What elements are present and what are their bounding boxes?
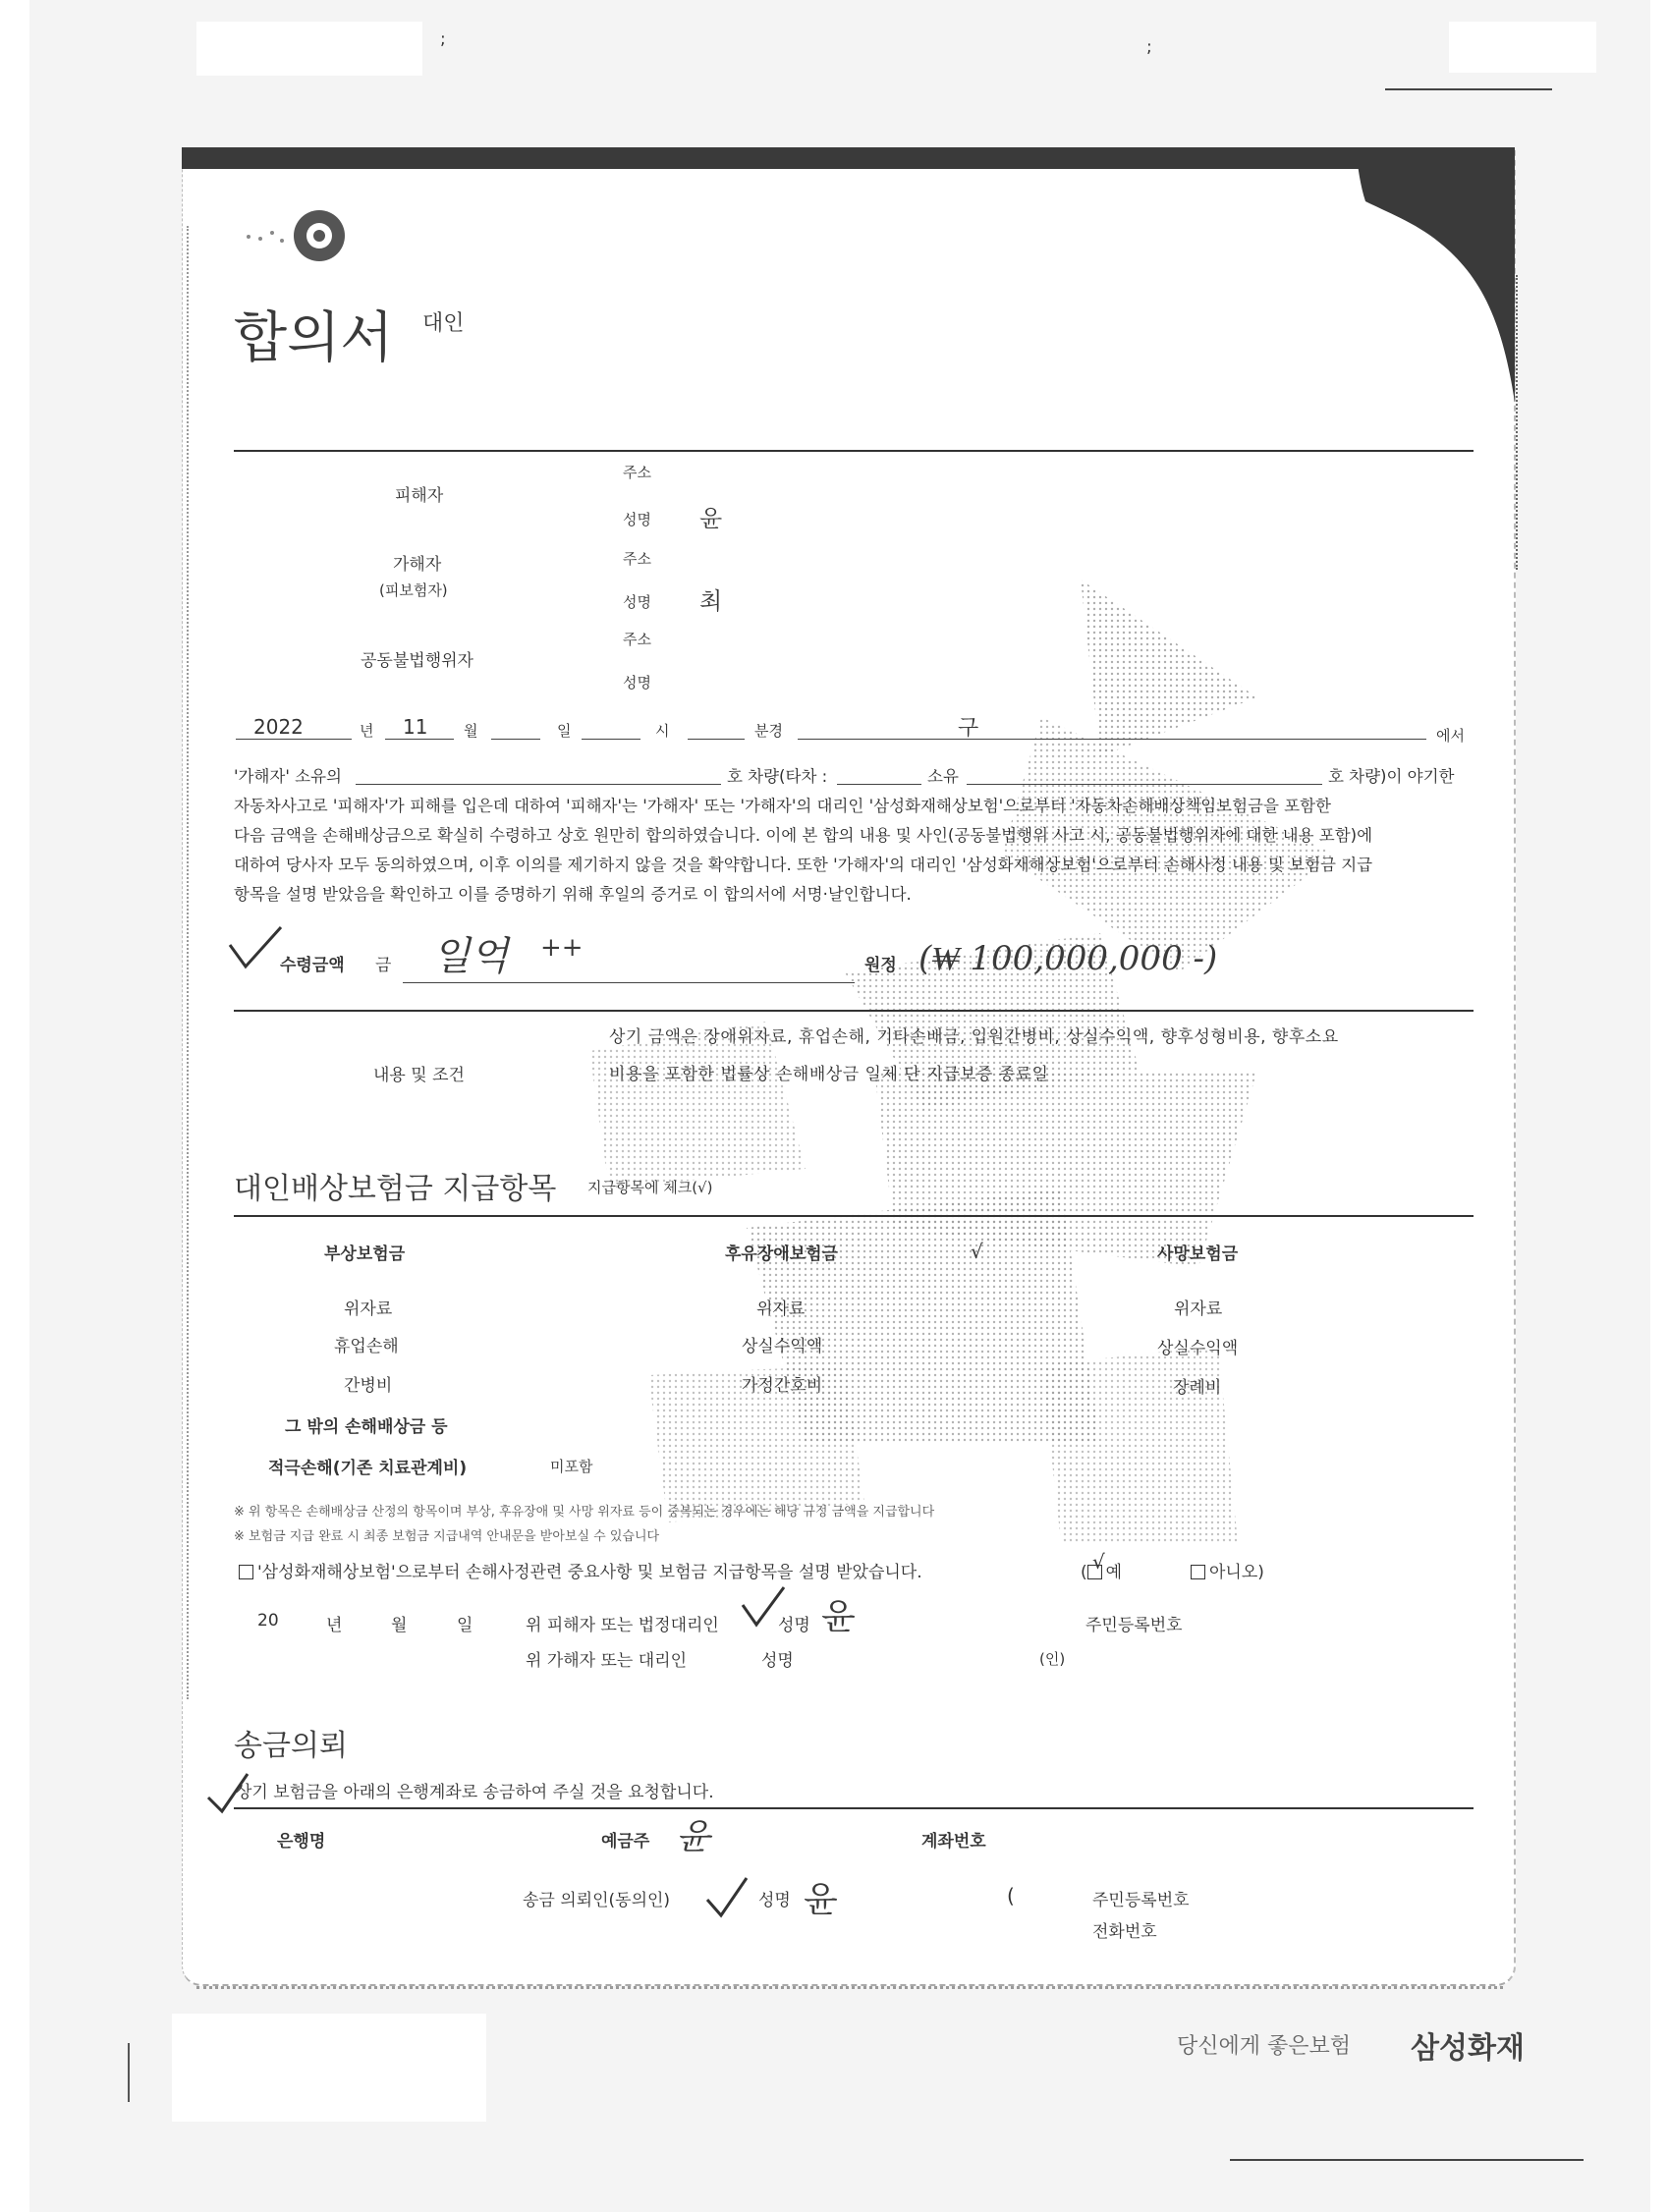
sign-year-unit: 년: [326, 1616, 343, 1635]
watermark-pattern: [550, 560, 1434, 1631]
death-item: 장례비: [1173, 1378, 1222, 1398]
redacted-block: [196, 22, 422, 76]
consent-yes-mark: √: [1092, 1550, 1105, 1574]
document-title: 합의서: [234, 306, 394, 370]
redacted-block: [1449, 22, 1596, 73]
joint-name-label: 성명: [623, 674, 651, 691]
side-scan-marks: [187, 226, 193, 1699]
joint-offender-label: 공동불법행위자: [361, 651, 473, 671]
requester-signature: 윤: [804, 1880, 838, 1920]
injury-item: 휴업손해: [334, 1337, 399, 1356]
death-item: 위자료: [1174, 1300, 1223, 1319]
redacted-block: [172, 2014, 486, 2122]
consent-yes-label: 예: [1105, 1563, 1123, 1582]
section-rule: [234, 1215, 1474, 1217]
requester-label: 송금 의뢰인(동의인): [523, 1891, 671, 1910]
amount-prefix: 금: [375, 956, 392, 975]
vehicle-caused-label: 호 차량)이 야기한: [1328, 767, 1455, 786]
other-owner-underline: [967, 784, 1322, 785]
side-scan-marks: [1516, 275, 1524, 570]
check-mark-icon: [703, 1872, 752, 1921]
amount-suffix: 원정: [864, 956, 897, 975]
offender-label: 가해자: [393, 555, 442, 575]
injury-item: 위자료: [344, 1300, 393, 1319]
holder-label: 예금주: [601, 1832, 650, 1852]
year-underline: [236, 739, 352, 740]
note-line: ※ 보험금 지급 완료 시 최종 보험금 지급내역 안내문을 받아보실 수 있습니다: [234, 1529, 660, 1544]
conditions-line: 상기 금액은 장애위자료, 휴업손해, 기타손배금, 입원간병비, 상실수익액, 향후성형비용, 향후소요: [609, 1027, 1339, 1047]
sign-victim-signature: 윤: [821, 1597, 856, 1637]
consent-paren: (: [1081, 1563, 1087, 1582]
amount-handwritten-korean: 일억: [432, 934, 509, 979]
holder-signature: 윤: [676, 1817, 710, 1857]
remittance-heading: 송금의뢰: [234, 1729, 348, 1763]
disability-item: 상실수익액: [742, 1337, 823, 1356]
sign-day-unit: 일: [457, 1616, 473, 1635]
injury-item: 적극손해(기존 치료관계비): [268, 1459, 468, 1478]
day-underline: [491, 739, 540, 740]
requester-rrn-label: 주민등록번호: [1092, 1891, 1190, 1910]
payment-items-note: 지급항목에 체크(√): [587, 1179, 713, 1196]
conditions-label: 내용 및 조건: [373, 1066, 465, 1085]
payment-items-heading: 대인배상보험금 지급항목: [234, 1172, 557, 1206]
document-title-superscript: 대인: [422, 311, 465, 336]
agreement-text-line: 다음 금액을 손해배상금으로 확실히 수령하고 상호 원만히 합의하였습니다. 이에 본 합의 내용 및 사인(공동불법행위 사고 시, 공동불법행위자에 대한 내용 포함)에: [234, 826, 1373, 845]
section-rule: [234, 1807, 1474, 1809]
accident-hour-unit: 시: [655, 722, 670, 740]
month-underline: [385, 739, 454, 740]
consent-no[interactable]: [1191, 1558, 1264, 1582]
agreement-text-line: 자동차사고로 '피해자'가 피해를 입은데 대하여 '피해자'는 '가해자' 또는 '가해자'의 대리인 '삼성화재해상보험'으로부터 '자동차손해배상책임보험금을 포함한: [234, 797, 1331, 815]
sign-rrn-label: 주민등록번호: [1085, 1616, 1183, 1635]
note-line: ※ 위 항목은 손해배상금 산정의 항목이며 부상, 후유장애 및 사망 위자료 등이 중복되는 경우에는 해당 규정 금액을 지급합니다: [234, 1505, 935, 1520]
accident-month: 11: [403, 715, 428, 739]
footer-slogan: 당신에게 좋은보험: [1177, 2034, 1352, 2059]
injury-item: 간병비: [344, 1376, 393, 1396]
accident-district: 구: [958, 716, 979, 741]
minute-underline: [688, 739, 745, 740]
offender-name-label: 성명: [623, 593, 651, 611]
victim-name-value: 윤: [699, 505, 723, 532]
victim-label: 피해자: [395, 486, 444, 506]
conditions-line: 비용을 포함한 법률상 손해배상금 일체 단 지급보증 종료일: [609, 1065, 1049, 1084]
death-item: 상실수익액: [1157, 1339, 1239, 1358]
requester-name-label: 성명: [758, 1891, 791, 1910]
vehicle-no-label: 호 차량(타차 :: [727, 767, 828, 786]
accident-month-unit: 월: [464, 722, 478, 740]
section-rule: [234, 450, 1474, 452]
sign-victim-line: 위 피해자 또는 법정대리인: [526, 1616, 719, 1635]
other-owner-label: 소유: [927, 767, 959, 786]
victim-address-label: 주소: [623, 464, 651, 481]
header-mark: ;: [440, 29, 446, 49]
sign-victim-name-label: 성명: [778, 1616, 810, 1635]
disability-column-header: 후유장애보험금: [725, 1244, 838, 1264]
consent-no-label: 아니오): [1209, 1563, 1264, 1582]
injury-item: 그 밖의 손해배상금 등: [285, 1417, 448, 1437]
death-column-header: 사망보험금: [1157, 1244, 1239, 1264]
company-logo-icon: [221, 201, 359, 270]
other-vehicle-underline: [837, 784, 921, 785]
agreement-text-line: 항목을 설명 받았음을 확인하고 이를 증명하기 위해 후일의 증거로 이 합의서에 서명·날인합니다.: [234, 885, 912, 904]
hour-underline: [582, 739, 640, 740]
victim-name-label: 성명: [623, 511, 651, 528]
accident-at: 에서: [1436, 727, 1465, 745]
bank-label: 은행명: [277, 1832, 326, 1852]
accident-minute-unit: 분경: [754, 722, 783, 740]
sign-month-unit: 월: [391, 1616, 408, 1635]
amount-label: 수령금액: [280, 956, 345, 975]
consent-text: '삼성화재해상보험'으로부터 손해사정관련 중요사항 및 보험금 지급항목을 설명 받았습니다.: [257, 1563, 922, 1582]
disability-item: 가정간호비: [742, 1376, 823, 1396]
joint-address-label: 주소: [623, 631, 651, 648]
consent-row: [239, 1558, 922, 1582]
amount-numeric: (₩ 100,000,000 -): [918, 939, 1218, 978]
corner-graphic: [1356, 147, 1515, 403]
consent-checkbox[interactable]: [239, 1565, 253, 1579]
sheet-bottom-dots: [196, 1986, 1503, 1993]
injury-item-note: 미포함: [550, 1458, 593, 1475]
sign-offender-name-label: 성명: [761, 1651, 794, 1671]
sign-offender-line: 위 가해자 또는 대리인: [526, 1651, 688, 1671]
offender-address-label: 주소: [623, 550, 651, 568]
amount-handwritten-mark: ++: [540, 933, 584, 963]
account-label: 계좌번호: [921, 1832, 986, 1852]
agreement-text-line: 대하여 당사자 모두 동의하였으며, 이후 이의를 제기하지 않을 것을 확약합니다. 또한 '가해자'의 대리인 '삼성화재해상보험'으로부터 손해사정 내용 및 보험금 지급: [234, 856, 1373, 874]
remittance-text: 상기 보험금을 아래의 은행계좌로 송금하여 주실 것을 요청합니다.: [236, 1783, 714, 1802]
owner-underline: [356, 784, 721, 785]
requester-phone-label: 전화번호: [1092, 1922, 1157, 1942]
sign-seal: (인): [1039, 1650, 1066, 1668]
location-underline: [798, 739, 1426, 740]
header-rule: [1385, 88, 1552, 90]
header-mark: ;: [1146, 37, 1152, 57]
offender-sublabel: (피보험자): [379, 581, 448, 599]
check-mark-icon: [739, 1583, 788, 1632]
disability-item: 위자료: [756, 1300, 806, 1319]
amount-underline: [403, 982, 855, 983]
accident-year-unit: 년: [360, 722, 374, 740]
injury-column-header: 부상보험금: [324, 1244, 406, 1264]
footer-rule: [1230, 2159, 1584, 2161]
section-rule: [234, 1010, 1474, 1012]
document-top-band: [182, 147, 1513, 169]
left-margin-mark: [128, 2043, 130, 2102]
sign-year-prefix: 20: [257, 1611, 279, 1631]
requester-paren: (: [1007, 1884, 1015, 1908]
offender-name-value: 최: [699, 587, 723, 615]
owner-prefix: '가해자' 소유의: [234, 767, 342, 786]
footer-brand: 삼성화재: [1411, 2031, 1525, 2066]
accident-year: 2022: [253, 715, 304, 739]
consent-no-checkbox[interactable]: [1191, 1565, 1205, 1579]
disability-check: √: [971, 1240, 983, 1263]
accident-day-unit: 일: [557, 722, 572, 740]
check-mark-icon: [226, 923, 285, 972]
